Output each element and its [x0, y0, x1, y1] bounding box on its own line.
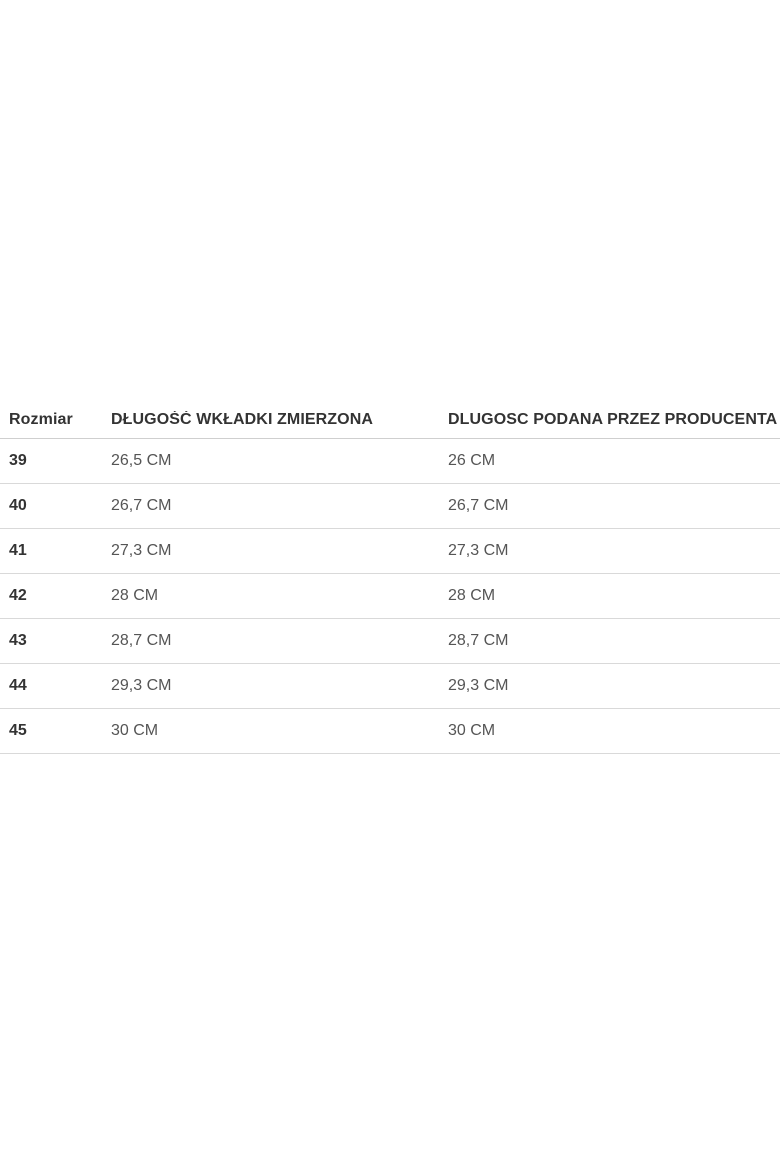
table-row	[0, 709, 780, 754]
size-chart-table	[0, 402, 780, 754]
measured-cell: 28 CM	[111, 587, 159, 604]
table-row	[0, 619, 780, 664]
table-row	[0, 439, 780, 484]
header-manufacturer-length: DLUGOSC PODANA PRZEZ PRODUCENTA	[448, 411, 778, 428]
header-measured-length: DŁUGOŚĆ WKŁADKI ZMIERZONA	[111, 411, 374, 428]
table-header-row	[0, 402, 780, 439]
manufacturer-cell: 30 CM	[448, 722, 496, 739]
header-size: Rozmiar	[9, 411, 73, 428]
manufacturer-cell: 28,7 CM	[448, 632, 509, 649]
measured-cell: 26,5 CM	[111, 452, 172, 469]
size-cell: 42	[9, 587, 27, 604]
measured-cell: 28,7 CM	[111, 632, 172, 649]
measured-cell: 30 CM	[111, 722, 159, 739]
table-row	[0, 664, 780, 709]
size-cell: 40	[9, 497, 27, 514]
measured-cell: 27,3 CM	[111, 542, 172, 559]
size-cell: 43	[9, 632, 27, 649]
manufacturer-cell: 26,7 CM	[448, 497, 509, 514]
manufacturer-cell: 27,3 CM	[448, 542, 509, 559]
manufacturer-cell: 29,3 CM	[448, 677, 509, 694]
manufacturer-cell: 28 CM	[448, 587, 496, 604]
table-row	[0, 529, 780, 574]
table-row	[0, 484, 780, 529]
size-cell: 44	[9, 677, 27, 694]
size-cell: 45	[9, 722, 27, 739]
measured-cell: 26,7 CM	[111, 497, 172, 514]
measured-cell: 29,3 CM	[111, 677, 172, 694]
size-cell: 41	[9, 542, 27, 559]
size-cell: 39	[9, 452, 27, 469]
table-row	[0, 574, 780, 619]
manufacturer-cell: 26 CM	[448, 452, 496, 469]
